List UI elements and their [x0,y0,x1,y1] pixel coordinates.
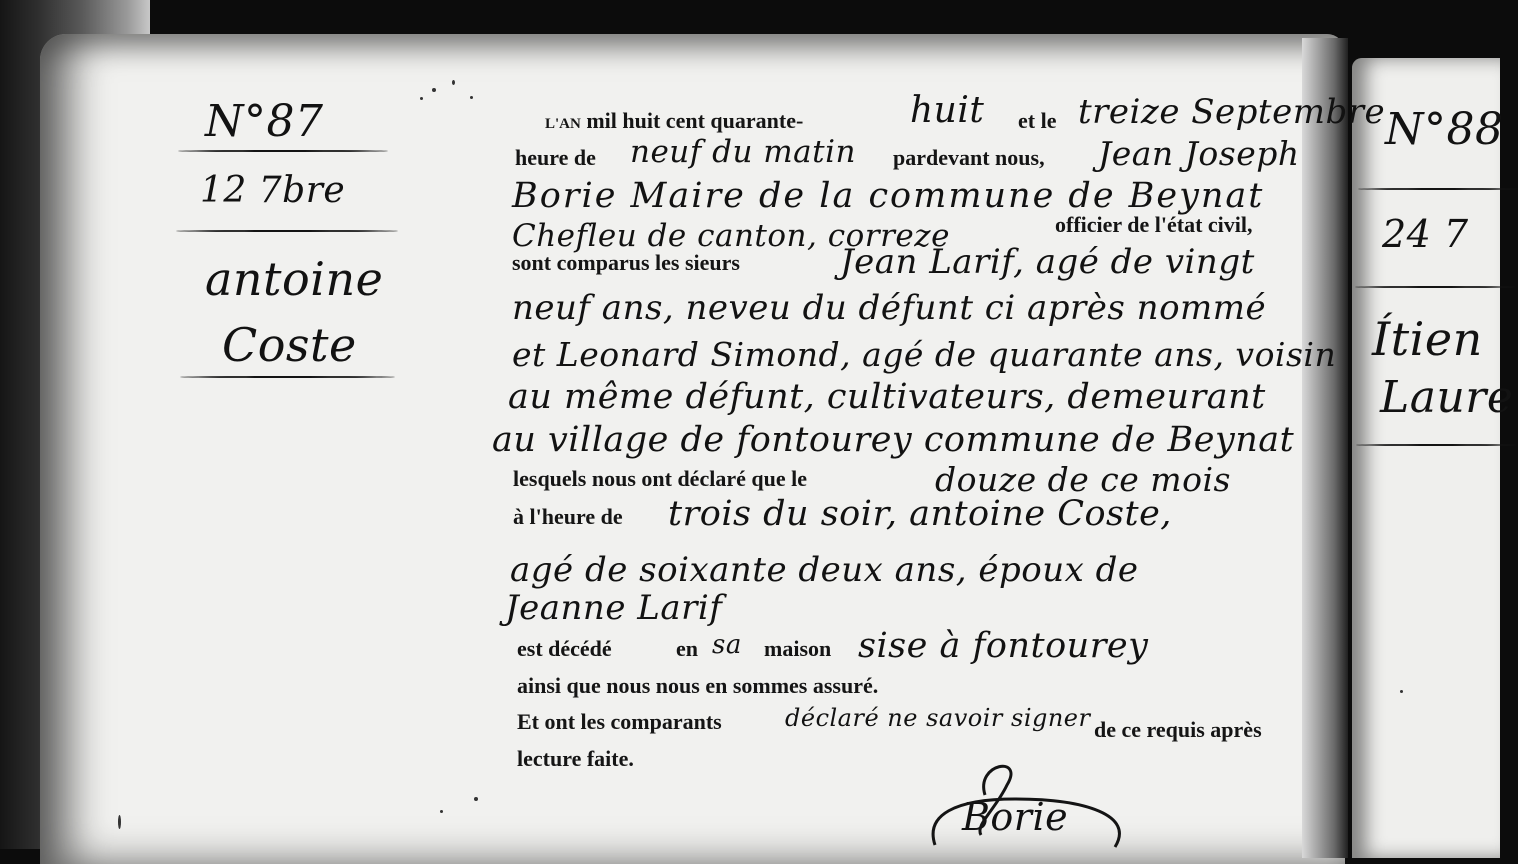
printed-pardevant-nous: pardevant nous, [893,145,1045,170]
printed-est-decede: est décédé [517,636,612,661]
margin-date: 12 7bre [200,170,346,211]
handwritten-article: sa [712,630,742,660]
handwritten-hour: neuf du matin [630,134,856,170]
right-entry-number: N°88 [1385,104,1504,155]
right-name-line2: Laure [1380,372,1514,423]
handwritten-mayor-name: Jean Joseph [1098,134,1300,173]
signature-flourish [915,755,1155,849]
handwritten-line7: et Leonard Simond, agé de quarante ans, voisin [512,335,1337,374]
handwritten-date: treize Septembre [1078,92,1386,132]
right-margin-rule [1356,444,1516,446]
handwritten-canton: Chefleu de canton, correze [512,218,950,254]
handwritten-age-spouse: agé de soixante deux ans, époux de [510,550,1139,590]
mayor-signature: Borie [962,795,1069,839]
page-fold-shadow [1302,38,1348,858]
handwritten-year: huit [910,90,985,131]
handwritten-death-day: douze de ce mois [935,460,1231,499]
handwritten-cannot-sign: déclaré ne savoir signer [785,704,1091,732]
printed-year-prefix: L'AN mil huit cent quarante- [545,108,804,133]
printed-en: en [676,636,698,661]
printed-heure-de: heure de [515,145,596,170]
printed-maison: maison [764,636,832,661]
scan-speck [420,97,423,100]
scan-speck [1400,690,1403,693]
scan-speck [452,80,455,85]
scan-speck [474,797,478,801]
printed-year-prefix-text: mil huit cent quarante- [586,108,804,133]
printed-lecture-faite: lecture faite. [517,746,634,771]
printed-ainsi-que: ainsi que nous nous en sommes assuré. [517,673,879,698]
right-margin-rule [1358,188,1518,190]
right-margin-rule [1355,286,1515,288]
handwritten-mayor-title: Borie Maire de la commune de Beynat [512,176,1265,216]
scan-speck [432,88,436,92]
right-date: 24 7 [1382,212,1469,256]
printed-et-le: et le [1018,108,1057,133]
handwritten-line8: au même défunt, cultivateurs, demeurant [508,377,1266,417]
next-register-page [1352,58,1500,858]
handwritten-death-hour-name: trois du soir, antoine Coste, [668,494,1172,534]
handwritten-witness1: Jean Larif, agé de vingt [840,242,1255,282]
handwritten-place: sise à fontourey [858,626,1149,666]
scan-speck [470,96,473,99]
margin-first-name: antoine [205,252,384,306]
scan-speck [118,815,121,829]
scan-speck [440,810,443,813]
printed-lesquels: lesquels nous ont déclaré que le [513,466,807,491]
right-name-line1: Ítien [1372,312,1483,366]
handwritten-line9: au village de fontourey commune de Beynat [492,420,1295,460]
margin-entry-number: N°87 [205,96,324,147]
printed-officier: officier de l'état civil, [1055,212,1253,237]
margin-last-name: Coste [222,318,357,372]
handwritten-spouse-name: Jeanne Larif [505,588,723,628]
printed-et-ont: Et ont les comparants [517,709,722,734]
printed-sont-comparus: sont comparus les sieurs [512,250,740,275]
margin-rule [178,150,388,152]
margin-rule [180,376,395,378]
handwritten-line6: neuf ans, neveu du défunt ci après nommé [512,288,1267,328]
margin-rule [176,230,398,232]
printed-a-l-heure-de: à l'heure de [513,504,623,529]
printed-de-ce-requis: de ce requis après [1094,717,1262,742]
